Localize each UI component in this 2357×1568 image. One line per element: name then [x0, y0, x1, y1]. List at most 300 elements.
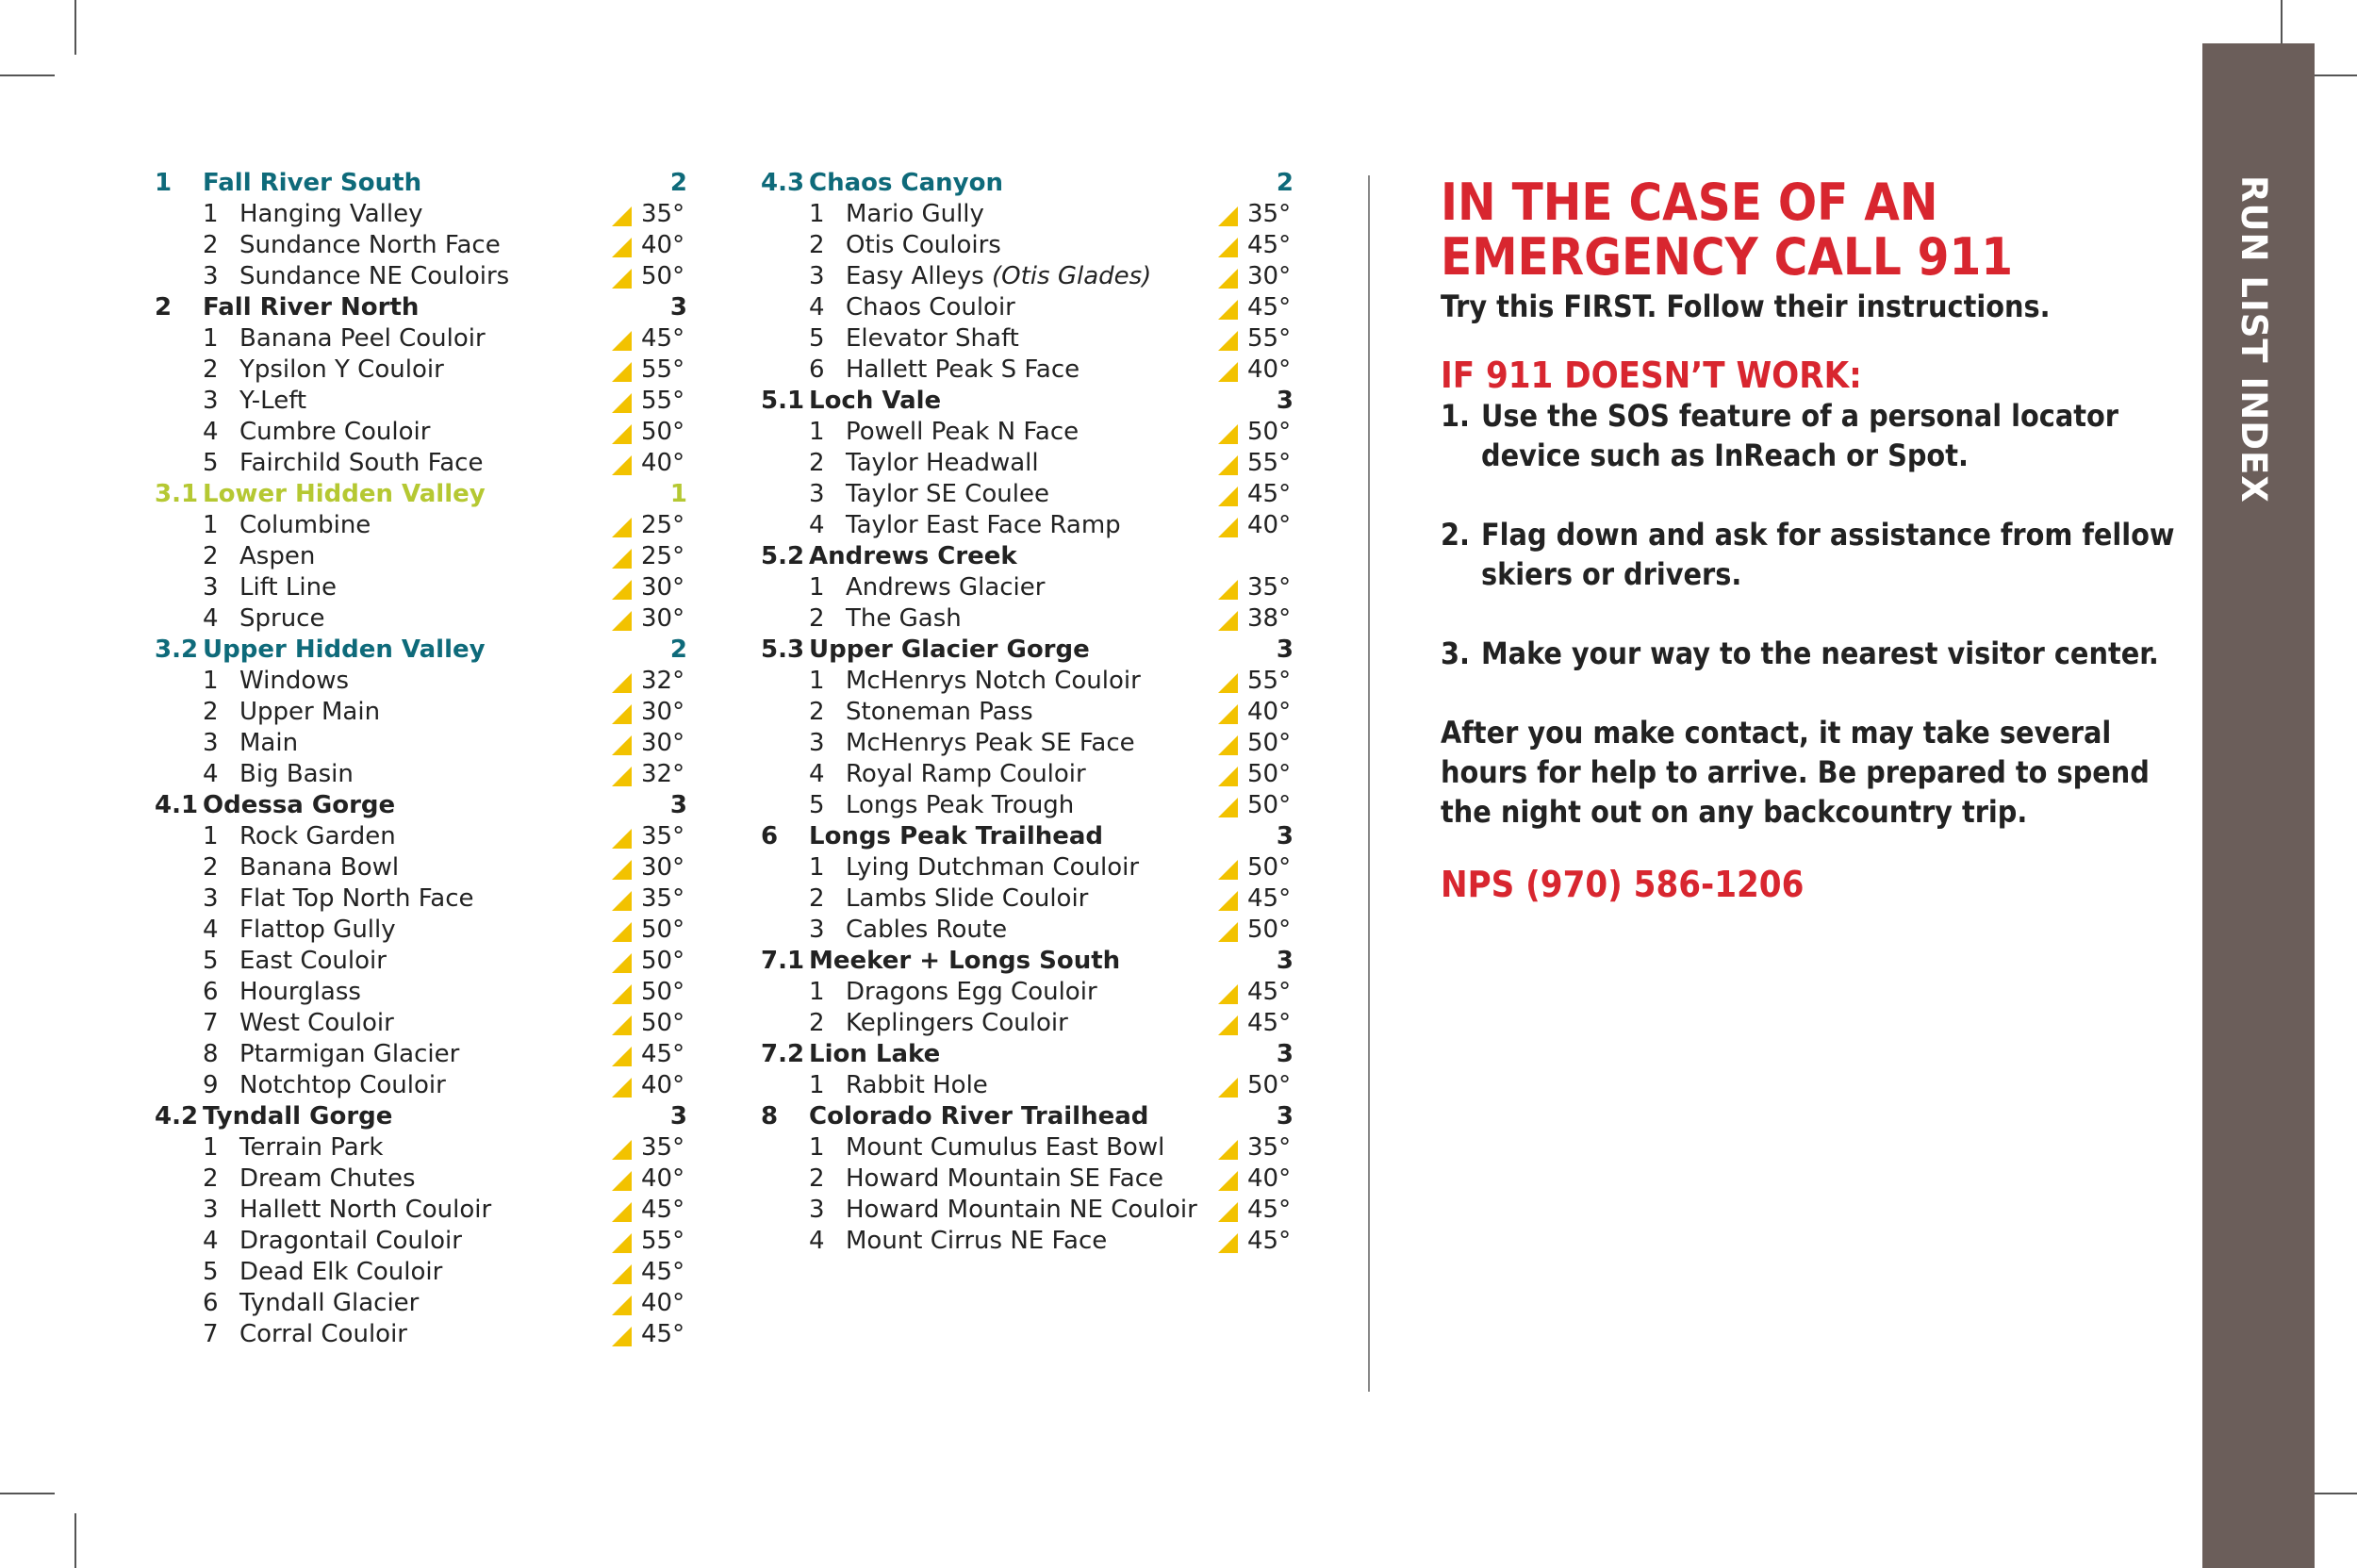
slope-angle-icon	[612, 424, 632, 444]
run-row	[151, 1226, 693, 1257]
run-number: 9	[203, 1071, 219, 1099]
section-header	[757, 946, 1299, 977]
run-row	[757, 915, 1299, 946]
run-row	[757, 292, 1299, 323]
run-number: 7	[203, 1320, 219, 1348]
run-name	[846, 230, 1001, 261]
run-row	[151, 230, 693, 261]
run-number: 2	[203, 542, 219, 570]
slope-angle-icon	[1218, 704, 1238, 724]
slope-angle-icon	[612, 735, 632, 755]
run-row	[151, 1164, 693, 1195]
run-row	[757, 697, 1299, 728]
run-name	[846, 1195, 1197, 1226]
slope-angle-icon	[1218, 611, 1238, 631]
run-name-text: Lying Dutchman Couloir	[846, 853, 1140, 882]
run-number: 2	[203, 231, 219, 259]
section-count: 3	[1276, 635, 1294, 664]
run-row	[151, 697, 693, 728]
run-name	[239, 603, 324, 635]
run-name	[846, 292, 1015, 323]
run-name-text: Hanging Valley	[239, 200, 423, 228]
run-name	[239, 541, 315, 572]
run-row	[151, 603, 693, 635]
run-number: 1	[809, 573, 825, 602]
slope-angle-icon	[1218, 238, 1238, 257]
run-number: 2	[809, 884, 825, 913]
section-name: Fall River South	[203, 169, 422, 197]
section-count: 2	[669, 635, 687, 664]
slope-angle: 30°	[641, 698, 685, 726]
run-name	[239, 448, 483, 479]
run-name-text: Hallett Peak S Face	[846, 355, 1080, 384]
slope-angle-icon	[612, 1264, 632, 1284]
run-row	[151, 355, 693, 386]
slope-angle: 38°	[1247, 604, 1292, 633]
run-name	[846, 1008, 1068, 1039]
slope-angle: 55°	[1247, 449, 1292, 477]
run-name-text: Cumbre Couloir	[239, 418, 431, 446]
run-number: 2	[809, 1009, 825, 1037]
run-list-middle-column	[757, 168, 1299, 1257]
run-name-text: Fairchild South Face	[239, 449, 484, 477]
run-name-text: Ypsilon Y Couloir	[239, 355, 444, 384]
slope-angle: 40°	[641, 231, 685, 259]
slope-angle-icon	[612, 673, 632, 693]
section-count: 3	[669, 293, 687, 322]
run-name	[846, 883, 1088, 915]
section-number: 5.3	[761, 635, 805, 664]
run-number: 5	[203, 449, 219, 477]
slope-angle: 40°	[1247, 698, 1292, 726]
section-number: 5.2	[761, 542, 805, 570]
run-number: 1	[203, 511, 219, 539]
slope-angle: 35°	[1247, 200, 1292, 228]
run-number: 1	[809, 1071, 825, 1099]
slope-angle: 30°	[641, 604, 685, 633]
section-header	[757, 1039, 1299, 1070]
section-number: 7.2	[761, 1040, 805, 1068]
slope-angle: 50°	[1247, 418, 1292, 446]
slope-angle: 40°	[1247, 355, 1292, 384]
run-name-text: Taylor East Face Ramp	[846, 511, 1121, 539]
slope-angle: 45°	[1247, 1009, 1292, 1037]
slope-angle-icon	[612, 362, 632, 382]
run-row	[757, 759, 1299, 790]
run-list-left-column	[151, 168, 693, 1350]
run-number: 3	[809, 480, 825, 508]
section-header	[151, 790, 693, 821]
run-row	[757, 666, 1299, 697]
slope-angle: 45°	[641, 324, 685, 353]
slope-angle-icon	[1218, 735, 1238, 755]
run-row	[757, 1195, 1299, 1226]
section-count: 3	[1276, 1040, 1294, 1068]
section-count: 3	[1276, 1102, 1294, 1131]
run-row	[757, 1226, 1299, 1257]
run-name	[239, 1319, 407, 1350]
run-name-text: The Gash	[846, 604, 962, 633]
slope-angle: 55°	[641, 387, 685, 415]
section-number: 3.1	[155, 480, 199, 508]
slope-angle: 45°	[1247, 293, 1292, 322]
slope-angle-icon	[612, 860, 632, 880]
run-name-text: Spruce	[239, 604, 325, 633]
run-name	[239, 1164, 416, 1195]
run-row	[151, 1257, 693, 1288]
run-row	[757, 355, 1299, 386]
run-name-alt: (Otis Glades)	[992, 262, 1152, 290]
run-number: 5	[203, 947, 219, 975]
run-name	[846, 666, 1141, 697]
slope-angle: 25°	[641, 542, 685, 570]
run-number: 2	[203, 1164, 219, 1193]
section-count: 3	[669, 1102, 687, 1131]
slope-angle: 50°	[641, 916, 685, 944]
slope-angle: 45°	[1247, 1196, 1292, 1224]
run-row	[151, 261, 693, 292]
run-name-text: Royal Ramp Couloir	[846, 760, 1086, 788]
run-name-text: Hourglass	[239, 978, 361, 1006]
slope-angle: 30°	[641, 573, 685, 602]
slope-angle: 45°	[1247, 1227, 1292, 1255]
slope-angle: 35°	[1247, 1133, 1292, 1162]
section-name: Upper Glacier Gorge	[809, 635, 1090, 664]
slope-angle-icon	[612, 1047, 632, 1066]
run-name-text: Rock Garden	[239, 822, 396, 850]
nps-phone: NPS (970) 586-1206	[1441, 864, 1805, 905]
run-number: 3	[203, 573, 219, 602]
run-name	[239, 1039, 459, 1070]
run-number: 1	[203, 324, 219, 353]
section-name: Longs Peak Trailhead	[809, 822, 1104, 850]
slope-angle-icon	[612, 549, 632, 569]
slope-angle: 32°	[641, 760, 685, 788]
slope-angle-icon	[1218, 860, 1238, 880]
slope-angle-icon	[1218, 518, 1238, 537]
run-number: 3	[203, 884, 219, 913]
section-header	[151, 292, 693, 323]
run-name-text: Chaos Couloir	[846, 293, 1015, 322]
run-name-text: McHenrys Peak SE Face	[846, 729, 1135, 757]
section-count: 2	[1276, 169, 1294, 197]
slope-angle-icon	[612, 580, 632, 600]
run-row	[757, 510, 1299, 541]
run-row	[151, 199, 693, 230]
run-number: 1	[809, 418, 825, 446]
run-row	[757, 1070, 1299, 1101]
step-text: Make your way to the nearest visitor center.	[1481, 635, 2159, 671]
section-name: Tyndall Gorge	[203, 1102, 393, 1131]
run-number: 8	[203, 1040, 219, 1068]
run-number: 4	[203, 916, 219, 944]
section-header	[757, 635, 1299, 666]
step-number: 2.	[1441, 517, 1470, 553]
section-name: Chaos Canyon	[809, 169, 1003, 197]
run-number: 6	[203, 1289, 219, 1317]
run-number: 4	[809, 293, 825, 322]
run-name	[846, 759, 1086, 790]
run-name	[239, 355, 444, 386]
run-name	[239, 1132, 383, 1164]
emergency-step	[1441, 634, 2176, 673]
section-number: 2	[155, 293, 173, 322]
run-number: 2	[809, 604, 825, 633]
run-name	[846, 479, 1049, 510]
slope-angle: 55°	[641, 1227, 685, 1255]
slope-angle-icon	[612, 206, 632, 226]
crop-mark	[0, 74, 55, 76]
run-row	[151, 915, 693, 946]
slope-angle-icon	[1218, 1078, 1238, 1098]
run-number: 1	[809, 978, 825, 1006]
run-name-text: Howard Mountain SE Face	[846, 1164, 1164, 1193]
run-name	[239, 386, 306, 417]
section-header	[151, 1101, 693, 1132]
slope-angle-icon	[1218, 206, 1238, 226]
run-number: 1	[203, 1133, 219, 1162]
run-number: 4	[203, 1227, 219, 1255]
run-name-text: Mario Gully	[846, 200, 984, 228]
run-row	[151, 883, 693, 915]
run-name	[239, 199, 422, 230]
run-name-text: Rabbit Hole	[846, 1071, 988, 1099]
run-name	[239, 230, 501, 261]
run-number: 2	[809, 1164, 825, 1193]
run-name-text: Lambs Slide Couloir	[846, 884, 1089, 913]
run-number: 4	[809, 511, 825, 539]
run-name	[846, 323, 1019, 355]
run-name	[239, 883, 474, 915]
run-name-text: Lift Line	[239, 573, 338, 602]
section-header	[757, 821, 1299, 852]
slope-angle-icon	[612, 829, 632, 849]
section-number: 1	[155, 169, 173, 197]
slope-angle: 50°	[1247, 853, 1292, 882]
emergency-panel	[1441, 175, 2176, 905]
section-number: 4.2	[155, 1102, 199, 1131]
slope-angle: 35°	[641, 200, 685, 228]
section-name: Colorado River Trailhead	[809, 1102, 1149, 1131]
run-name-text: Dream Chutes	[239, 1164, 416, 1193]
run-name-text: Notchtop Couloir	[239, 1071, 446, 1099]
run-number: 3	[809, 729, 825, 757]
run-number: 1	[203, 667, 219, 695]
step-number: 1.	[1441, 398, 1470, 434]
run-number: 1	[809, 1133, 825, 1162]
run-name	[239, 666, 349, 697]
run-name	[846, 728, 1135, 759]
run-name	[846, 790, 1074, 821]
slope-angle: 50°	[1247, 791, 1292, 819]
section-header	[757, 386, 1299, 417]
emergency-title-line2: EMERGENCY CALL 911	[1441, 227, 2014, 287]
run-name-text: Powell Peak N Face	[846, 418, 1080, 446]
run-name-text: Mount Cumulus East Bowl	[846, 1133, 1165, 1162]
run-name-text: Dragontail Couloir	[239, 1227, 462, 1255]
run-row	[151, 852, 693, 883]
section-header	[757, 541, 1299, 572]
section-number: 6	[761, 822, 779, 850]
run-row	[757, 1164, 1299, 1195]
run-row	[757, 230, 1299, 261]
run-number: 2	[203, 698, 219, 726]
run-name	[846, 417, 1079, 448]
run-number: 3	[203, 1196, 219, 1224]
slope-angle: 50°	[1247, 760, 1292, 788]
slope-angle-icon	[612, 518, 632, 537]
run-name-text: Elevator Shaft	[846, 324, 1019, 353]
run-number: 1	[203, 200, 219, 228]
run-row	[757, 603, 1299, 635]
run-number: 3	[809, 1196, 825, 1224]
run-name	[239, 1288, 419, 1319]
slope-angle-icon	[612, 393, 632, 413]
slope-angle-icon	[1218, 673, 1238, 693]
section-number: 8	[761, 1102, 779, 1131]
slope-angle: 45°	[641, 1196, 685, 1224]
slope-angle: 50°	[641, 947, 685, 975]
run-name	[239, 510, 371, 541]
slope-angle-icon	[612, 1202, 632, 1222]
run-name	[846, 1132, 1164, 1164]
run-name-text: Banana Peel Couloir	[239, 324, 486, 353]
section-header	[757, 1101, 1299, 1132]
section-number: 7.1	[761, 947, 805, 975]
run-row	[151, 666, 693, 697]
run-row	[151, 728, 693, 759]
slope-angle-icon	[612, 922, 632, 942]
run-number: 3	[203, 729, 219, 757]
run-name-text: Corral Couloir	[239, 1320, 407, 1348]
run-row	[757, 1132, 1299, 1164]
run-name	[846, 1070, 988, 1101]
run-number: 3	[809, 916, 825, 944]
slope-angle: 35°	[641, 884, 685, 913]
run-name	[239, 946, 387, 977]
run-name-text: Keplingers Couloir	[846, 1009, 1068, 1037]
run-row	[151, 510, 693, 541]
slope-angle-icon	[612, 611, 632, 631]
slope-angle-icon	[612, 891, 632, 911]
section-count: 3	[1276, 822, 1294, 850]
slope-angle: 30°	[1247, 262, 1292, 290]
run-name-text: Hallett North Couloir	[239, 1196, 492, 1224]
run-row	[151, 1008, 693, 1039]
section-name: Meeker + Longs South	[809, 947, 1121, 975]
slope-angle-icon	[1218, 1171, 1238, 1191]
section-number: 4.1	[155, 791, 199, 819]
run-name	[846, 510, 1121, 541]
section-number: 5.1	[761, 387, 805, 415]
run-row	[151, 1195, 693, 1226]
run-row	[151, 1319, 693, 1350]
run-name	[239, 1195, 491, 1226]
run-row	[757, 479, 1299, 510]
run-number: 3	[203, 262, 219, 290]
run-row	[757, 883, 1299, 915]
run-name	[846, 603, 962, 635]
slope-angle: 50°	[641, 978, 685, 1006]
run-name-text: McHenrys Notch Couloir	[846, 667, 1141, 695]
run-name	[846, 977, 1097, 1008]
run-row	[757, 852, 1299, 883]
run-row	[151, 323, 693, 355]
run-name	[239, 261, 509, 292]
run-number: 5	[203, 1258, 219, 1286]
run-number: 5	[809, 791, 825, 819]
slope-angle-icon	[612, 1015, 632, 1035]
run-name-text: Dead Elk Couloir	[239, 1258, 443, 1286]
slope-angle: 55°	[1247, 324, 1292, 353]
run-name-text: Aspen	[239, 542, 316, 570]
run-name-text: Sundance North Face	[239, 231, 501, 259]
slope-angle-icon	[612, 1233, 632, 1253]
run-row	[151, 1288, 693, 1319]
emergency-step	[1441, 515, 2176, 594]
run-number: 4	[809, 760, 825, 788]
slope-angle: 45°	[641, 1320, 685, 1348]
slope-angle-icon	[612, 953, 632, 973]
run-row	[757, 728, 1299, 759]
slope-angle-icon	[1218, 1202, 1238, 1222]
section-count: 3	[1276, 947, 1294, 975]
run-name-text: Big Basin	[239, 760, 354, 788]
run-row	[151, 448, 693, 479]
crop-mark	[74, 1513, 76, 1568]
section-name: Fall River North	[203, 293, 420, 322]
run-name	[239, 697, 380, 728]
section-count: 2	[669, 169, 687, 197]
slope-angle: 55°	[1247, 667, 1292, 695]
run-row	[757, 323, 1299, 355]
section-header	[757, 168, 1299, 199]
section-count: 1	[669, 480, 687, 508]
slope-angle-icon	[1218, 269, 1238, 289]
run-number: 7	[203, 1009, 219, 1037]
run-number: 2	[809, 698, 825, 726]
run-name	[846, 199, 984, 230]
slope-angle: 45°	[641, 1258, 685, 1286]
section-number: 3.2	[155, 635, 199, 664]
slope-angle: 45°	[1247, 231, 1292, 259]
run-name-text: Flattop Gully	[239, 916, 396, 944]
slope-angle-icon	[1218, 362, 1238, 382]
run-row	[151, 1132, 693, 1164]
slope-angle: 40°	[641, 1071, 685, 1099]
run-number: 2	[809, 449, 825, 477]
slope-angle: 45°	[641, 1040, 685, 1068]
slope-angle: 30°	[641, 853, 685, 882]
run-row	[151, 821, 693, 852]
run-number: 2	[203, 853, 219, 882]
section-header	[151, 168, 693, 199]
run-name-text: Terrain Park	[239, 1133, 384, 1162]
slope-angle-icon	[1218, 767, 1238, 786]
step-text: Use the SOS feature of a personal locator device such as InReach or Spot.	[1481, 398, 2118, 473]
run-number: 5	[809, 324, 825, 353]
run-name	[846, 697, 1033, 728]
slope-angle: 50°	[1247, 1071, 1292, 1099]
slope-angle-icon	[1218, 580, 1238, 600]
run-name-text: Columbine	[239, 511, 371, 539]
section-name: Upper Hidden Valley	[203, 635, 486, 664]
slope-angle-icon	[1218, 1233, 1238, 1253]
emergency-note: After you make contact, it may take several hours for help to arrive. Be prepared to spend the night out on any backcountry trip.	[1441, 715, 2150, 830]
run-row	[151, 977, 693, 1008]
run-name-text: Flat Top North Face	[239, 884, 474, 913]
step-number: 3.	[1441, 635, 1470, 671]
